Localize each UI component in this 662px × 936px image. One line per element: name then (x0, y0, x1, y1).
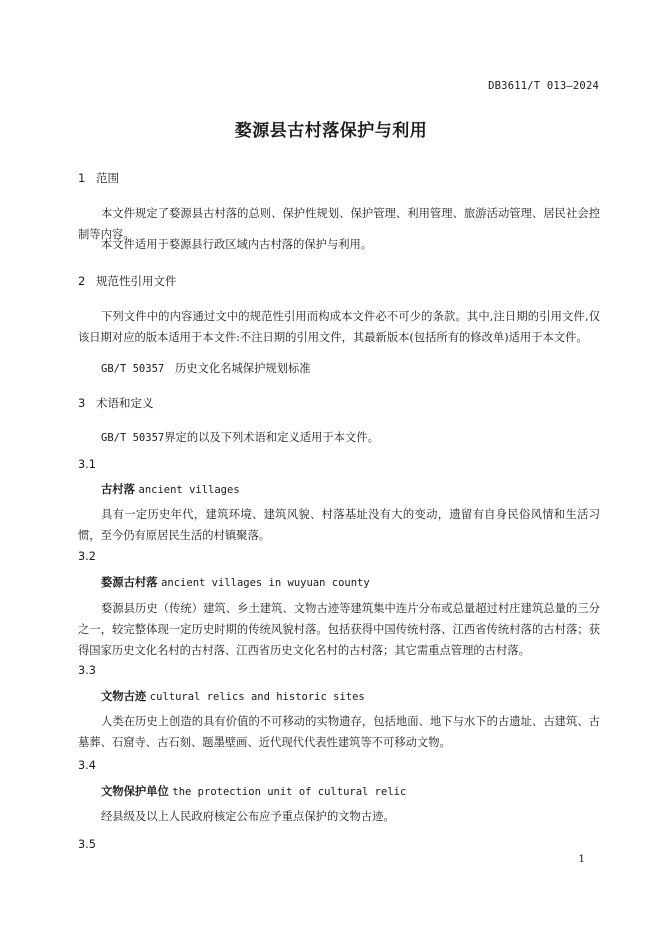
document-code: DB3611/T 013—2024 (488, 80, 599, 92)
document-title: 婺源县古村落保护与利用 (234, 121, 428, 141)
reference-code: GB/T 50357 (101, 363, 165, 375)
scope-paragraph-1: 本文件规定了婺源县古村落的总则、保护性规划、保护管理、利用管理、旅游活动管理、居民社会控制等内容。 (78, 207, 600, 241)
term-number: 3.5 (78, 838, 96, 851)
intro-text: 界定的以及下列术语和定义适用于本文件。 (164, 431, 379, 444)
scope-paragraph-2: 本文件适用于婺源县行政区域内古村落的保护与利用。 (101, 238, 373, 251)
term-cn: 婺源古村落 (101, 576, 158, 589)
section-1-heading (78, 170, 119, 186)
term-definition: 婺源县历史（传统）建筑、乡土建筑、文物古迹等建筑集中连片分布或总量超过村庄建筑总量的三分之一，较完整体现一定历史时期的传统风貌村落。包括获得中国传统村落、江西省传统村落的古村落；获得国家历史文化名村的古村落、江西省历史文化名村的古村落；其它需重点管理的古村落。 (78, 602, 600, 657)
term-number: 3.4 (78, 759, 96, 772)
term-definition: 人类在历史上创造的具有价值的不可移动的实物遗存，包括地面、地下与水下的古遗址、古建筑、古墓葬、石窟寺、古石刻、题墨壁画、近代现代代表性建筑等不可移动文物。 (78, 715, 600, 749)
term-en: ancient villages (138, 484, 240, 496)
section-number: 1 (78, 171, 86, 185)
term-en: the protection unit of cultural relic (172, 786, 407, 798)
section-number: 2 (78, 274, 86, 288)
section-number: 3 (78, 396, 86, 410)
term-heading (101, 481, 240, 497)
term-definition: 经县级及以上人民政府核定公布应予重点保护的文物古迹。 (101, 810, 395, 823)
terms-intro (101, 427, 379, 449)
intro-code: GB/T 50357 (101, 432, 165, 444)
term-en: cultural relics and historic sites (149, 691, 365, 703)
term-cn: 古村落 (101, 483, 135, 496)
reference-entry (101, 358, 311, 380)
section-title: 范围 (96, 171, 119, 185)
term-cn: 文物古迹 (101, 690, 147, 703)
section-2-heading (78, 273, 177, 289)
references-paragraph: 下列文件中的内容通过文中的规范性引用而构成本文件必不可少的条款。其中,注日期的引用文件,仅该日期对应的版本适用于本文件:不注日期的引用文件，其最新版本(包括所有的修改单)适用于本文件。 (78, 310, 600, 344)
term-definition: 具有一定历史年代，建筑环境、建筑风貌、村落基址没有大的变动，遗留有自身民俗风情和生活习惯，至今仍有原居民生活的村镇聚落。 (78, 508, 600, 542)
term-number: 3.2 (78, 550, 96, 563)
term-heading (101, 574, 370, 590)
section-title: 规范性引用文件 (96, 274, 177, 288)
page-number: 1 (578, 853, 585, 865)
reference-title: 历史文化名城保护规划标准 (175, 362, 311, 375)
term-en: ancient villages in wuyuan county (161, 577, 370, 589)
section-3-heading (78, 395, 154, 411)
term-cn: 文物保护单位 (101, 785, 169, 798)
term-number: 3.1 (78, 458, 96, 471)
section-title: 术语和定义 (96, 396, 154, 410)
term-number: 3.3 (78, 664, 96, 677)
term-heading (101, 688, 365, 704)
term-heading (101, 783, 406, 799)
